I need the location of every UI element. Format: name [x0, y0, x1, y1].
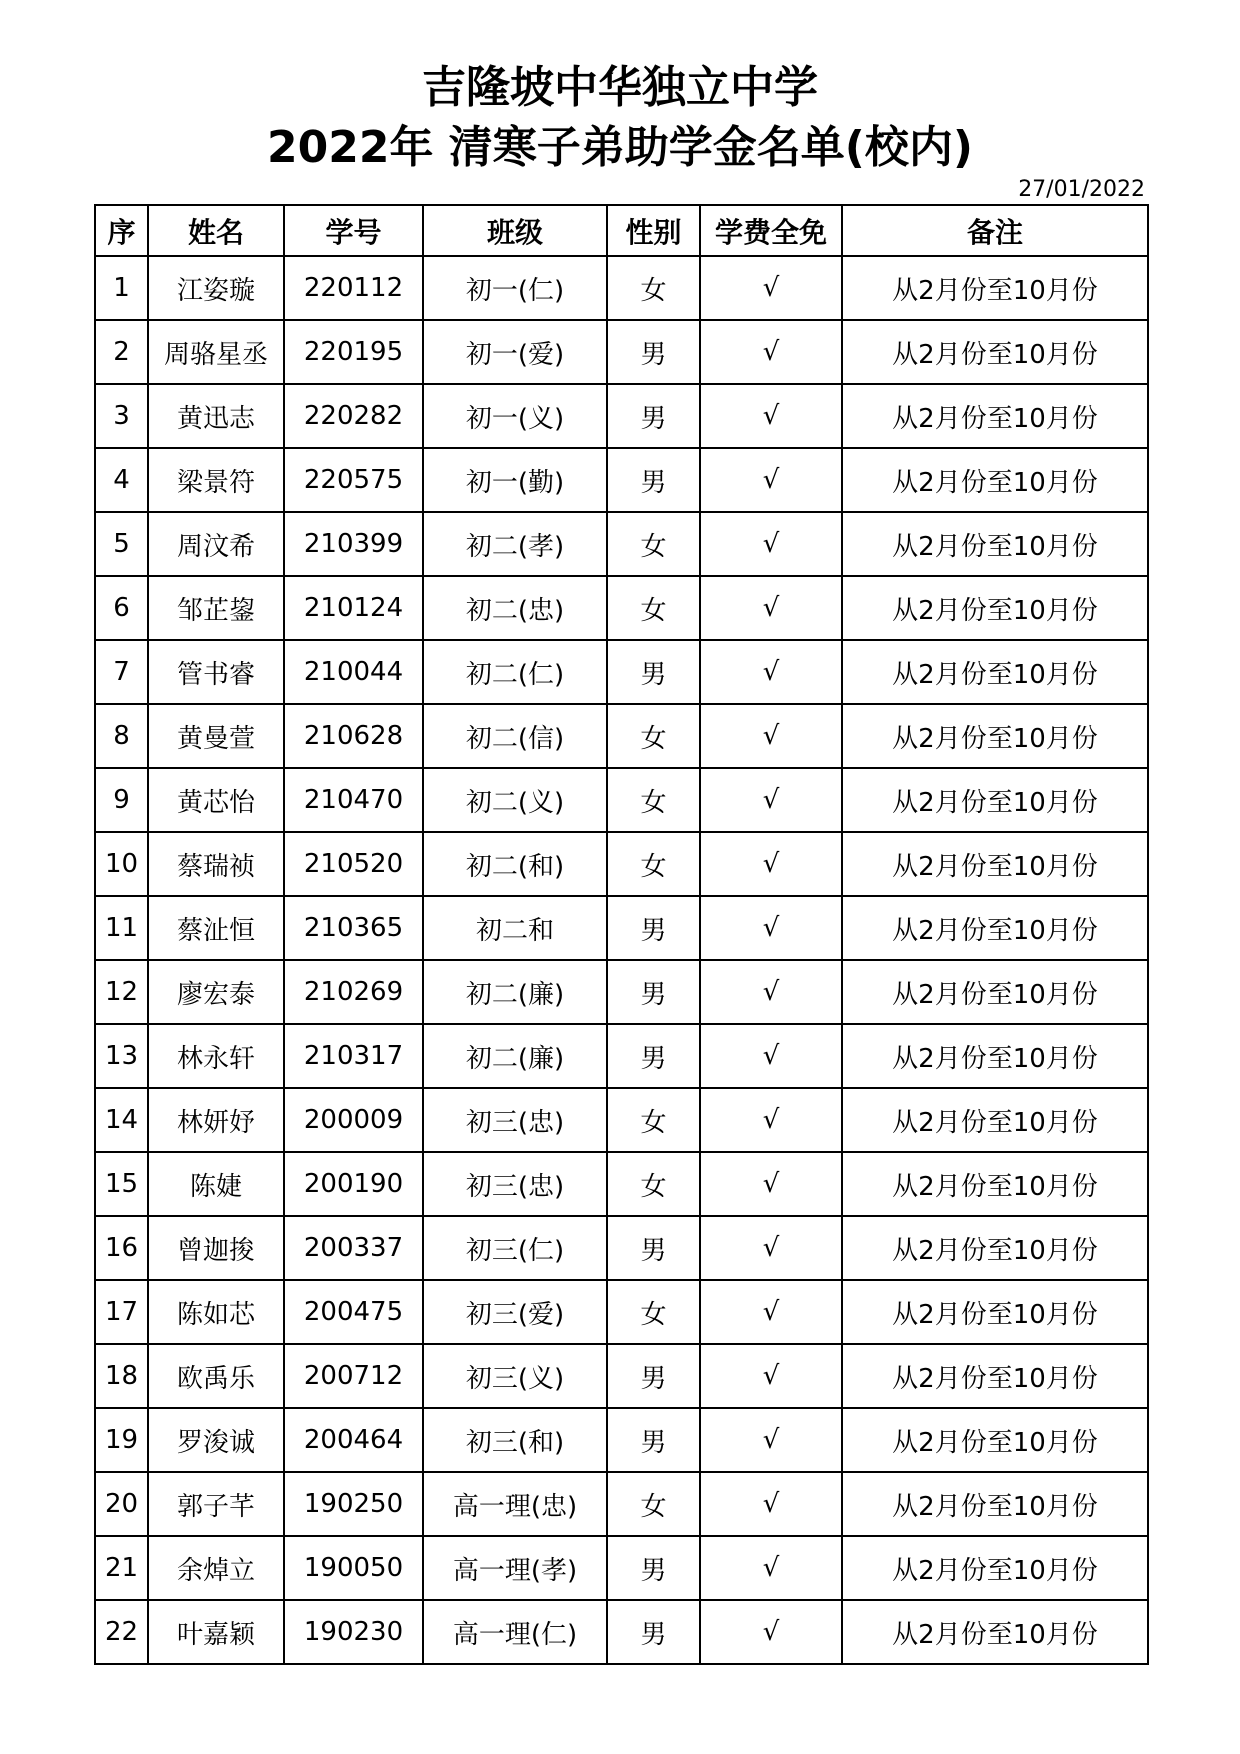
cell-name: 蔡沚恒 — [148, 896, 284, 960]
cell-gender: 男 — [607, 1536, 700, 1600]
cell-index: 1 — [95, 256, 148, 320]
cell-index: 2 — [95, 320, 148, 384]
column-header-gender: 性别 — [607, 205, 700, 256]
cell-remarks: 从2月份至10月份 — [842, 448, 1148, 512]
cell-fee-waiver: √ — [700, 256, 842, 320]
table-row — [95, 960, 1148, 1024]
cell-student-id: 220282 — [284, 384, 423, 448]
cell-fee-waiver: √ — [700, 704, 842, 768]
cell-class: 初三(忠) — [423, 1088, 607, 1152]
cell-student-id: 200712 — [284, 1344, 423, 1408]
cell-class: 初三(和) — [423, 1408, 607, 1472]
cell-name: 梁景符 — [148, 448, 284, 512]
cell-gender: 女 — [607, 1280, 700, 1344]
cell-remarks: 从2月份至10月份 — [842, 1408, 1148, 1472]
cell-gender: 女 — [607, 576, 700, 640]
cell-gender: 男 — [607, 1024, 700, 1088]
cell-index: 20 — [95, 1472, 148, 1536]
cell-remarks: 从2月份至10月份 — [842, 512, 1148, 576]
column-header-fee-waiver: 学费全免 — [700, 205, 842, 256]
header-row — [95, 205, 1148, 256]
cell-remarks: 从2月份至10月份 — [842, 1472, 1148, 1536]
cell-class: 初三(爱) — [423, 1280, 607, 1344]
cell-gender: 女 — [607, 704, 700, 768]
cell-fee-waiver: √ — [700, 1216, 842, 1280]
cell-class: 初一(勤) — [423, 448, 607, 512]
cell-index: 8 — [95, 704, 148, 768]
cell-name: 周汶希 — [148, 512, 284, 576]
cell-student-id: 200190 — [284, 1152, 423, 1216]
cell-student-id: 190250 — [284, 1472, 423, 1536]
cell-fee-waiver: √ — [700, 832, 842, 896]
cell-class: 高一理(仁) — [423, 1600, 607, 1664]
cell-fee-waiver: √ — [700, 1536, 842, 1600]
cell-name: 叶嘉颖 — [148, 1600, 284, 1664]
cell-name: 林永轩 — [148, 1024, 284, 1088]
cell-name: 江姿璇 — [148, 256, 284, 320]
cell-student-id: 220112 — [284, 256, 423, 320]
table-row — [95, 320, 1148, 384]
cell-student-id: 190230 — [284, 1600, 423, 1664]
cell-student-id: 200009 — [284, 1088, 423, 1152]
cell-student-id: 210520 — [284, 832, 423, 896]
cell-fee-waiver: √ — [700, 1152, 842, 1216]
cell-student-id: 190050 — [284, 1536, 423, 1600]
cell-gender: 男 — [607, 640, 700, 704]
cell-index: 5 — [95, 512, 148, 576]
cell-fee-waiver: √ — [700, 1024, 842, 1088]
column-header-remarks: 备注 — [842, 205, 1148, 256]
cell-student-id: 210044 — [284, 640, 423, 704]
cell-gender: 男 — [607, 448, 700, 512]
cell-student-id: 210399 — [284, 512, 423, 576]
cell-index: 3 — [95, 384, 148, 448]
cell-gender: 男 — [607, 1600, 700, 1664]
cell-remarks: 从2月份至10月份 — [842, 384, 1148, 448]
cell-remarks: 从2月份至10月份 — [842, 1024, 1148, 1088]
cell-class: 初二(廉) — [423, 1024, 607, 1088]
cell-fee-waiver: √ — [700, 896, 842, 960]
cell-gender: 男 — [607, 384, 700, 448]
cell-fee-waiver: √ — [700, 384, 842, 448]
table-row — [95, 1344, 1148, 1408]
cell-gender: 男 — [607, 1408, 700, 1472]
cell-index: 14 — [95, 1088, 148, 1152]
cell-index: 16 — [95, 1216, 148, 1280]
cell-gender: 男 — [607, 1344, 700, 1408]
cell-index: 12 — [95, 960, 148, 1024]
cell-gender: 男 — [607, 320, 700, 384]
cell-class: 高一理(忠) — [423, 1472, 607, 1536]
cell-name: 邹芷鋆 — [148, 576, 284, 640]
cell-student-id: 210365 — [284, 896, 423, 960]
cell-remarks: 从2月份至10月份 — [842, 1344, 1148, 1408]
cell-student-id: 200337 — [284, 1216, 423, 1280]
cell-student-id: 220195 — [284, 320, 423, 384]
cell-student-id: 210269 — [284, 960, 423, 1024]
cell-index: 18 — [95, 1344, 148, 1408]
cell-fee-waiver: √ — [700, 1280, 842, 1344]
cell-remarks: 从2月份至10月份 — [842, 256, 1148, 320]
cell-remarks: 从2月份至10月份 — [842, 1600, 1148, 1664]
cell-remarks: 从2月份至10月份 — [842, 832, 1148, 896]
cell-class: 初一(爱) — [423, 320, 607, 384]
cell-remarks: 从2月份至10月份 — [842, 896, 1148, 960]
cell-index: 13 — [95, 1024, 148, 1088]
cell-gender: 男 — [607, 960, 700, 1024]
table-row — [95, 768, 1148, 832]
column-header-class: 班级 — [423, 205, 607, 256]
table-row — [95, 640, 1148, 704]
cell-remarks: 从2月份至10月份 — [842, 1536, 1148, 1600]
cell-gender: 女 — [607, 512, 700, 576]
cell-index: 10 — [95, 832, 148, 896]
cell-gender: 男 — [607, 1216, 700, 1280]
cell-remarks: 从2月份至10月份 — [842, 640, 1148, 704]
table-row — [95, 1024, 1148, 1088]
cell-gender: 女 — [607, 1152, 700, 1216]
table-row — [95, 1152, 1148, 1216]
table-row — [95, 1472, 1148, 1536]
table-row — [95, 1280, 1148, 1344]
cell-fee-waiver: √ — [700, 1344, 842, 1408]
cell-class: 初二(忠) — [423, 576, 607, 640]
cell-index: 22 — [95, 1600, 148, 1664]
cell-fee-waiver: √ — [700, 1472, 842, 1536]
cell-remarks: 从2月份至10月份 — [842, 1216, 1148, 1280]
table-row — [95, 896, 1148, 960]
table-body — [95, 256, 1148, 1664]
cell-name: 余焯立 — [148, 1536, 284, 1600]
cell-student-id: 210470 — [284, 768, 423, 832]
cell-name: 周骆星丞 — [148, 320, 284, 384]
cell-name: 陈婕 — [148, 1152, 284, 1216]
cell-index: 4 — [95, 448, 148, 512]
cell-fee-waiver: √ — [700, 448, 842, 512]
cell-name: 黄迅志 — [148, 384, 284, 448]
table-row — [95, 1408, 1148, 1472]
table-row — [95, 704, 1148, 768]
cell-name: 黄芯怡 — [148, 768, 284, 832]
cell-fee-waiver: √ — [700, 768, 842, 832]
cell-fee-waiver: √ — [700, 1408, 842, 1472]
cell-remarks: 从2月份至10月份 — [842, 1088, 1148, 1152]
cell-class: 初三(仁) — [423, 1216, 607, 1280]
cell-class: 初二(廉) — [423, 960, 607, 1024]
cell-fee-waiver: √ — [700, 576, 842, 640]
cell-gender: 女 — [607, 768, 700, 832]
cell-index: 21 — [95, 1536, 148, 1600]
document-title: 2022年 清寒子弟助学金名单(校内) — [267, 122, 973, 173]
cell-class: 初二(义) — [423, 768, 607, 832]
table-row — [95, 384, 1148, 448]
cell-index: 6 — [95, 576, 148, 640]
cell-class: 初一(仁) — [423, 256, 607, 320]
cell-gender: 女 — [607, 1472, 700, 1536]
cell-student-id: 210628 — [284, 704, 423, 768]
cell-class: 高一理(孝) — [423, 1536, 607, 1600]
cell-fee-waiver: √ — [700, 960, 842, 1024]
cell-remarks: 从2月份至10月份 — [842, 1280, 1148, 1344]
table-row — [95, 576, 1148, 640]
cell-name: 蔡瑞祯 — [148, 832, 284, 896]
table-header — [95, 205, 1148, 256]
cell-name: 欧禹乐 — [148, 1344, 284, 1408]
cell-class: 初二和 — [423, 896, 607, 960]
cell-name: 郭子芊 — [148, 1472, 284, 1536]
cell-class: 初二(孝) — [423, 512, 607, 576]
cell-name: 林妍妤 — [148, 1088, 284, 1152]
cell-index: 19 — [95, 1408, 148, 1472]
cell-student-id: 210317 — [284, 1024, 423, 1088]
cell-class: 初二(仁) — [423, 640, 607, 704]
cell-name: 廖宏泰 — [148, 960, 284, 1024]
cell-student-id: 210124 — [284, 576, 423, 640]
column-header-index: 序 — [95, 205, 148, 256]
cell-name: 黄曼萱 — [148, 704, 284, 768]
table-row — [95, 1216, 1148, 1280]
cell-index: 7 — [95, 640, 148, 704]
table-row — [95, 1536, 1148, 1600]
cell-name: 罗浚诚 — [148, 1408, 284, 1472]
cell-remarks: 从2月份至10月份 — [842, 704, 1148, 768]
cell-student-id: 200475 — [284, 1280, 423, 1344]
cell-fee-waiver: √ — [700, 320, 842, 384]
school-name: 吉隆坡中华独立中学 — [422, 62, 818, 113]
cell-fee-waiver: √ — [700, 512, 842, 576]
cell-gender: 女 — [607, 832, 700, 896]
cell-student-id: 200464 — [284, 1408, 423, 1472]
document-date: 27/01/2022 — [1018, 177, 1145, 202]
cell-remarks: 从2月份至10月份 — [842, 768, 1148, 832]
cell-student-id: 220575 — [284, 448, 423, 512]
column-header-student-id: 学号 — [284, 205, 423, 256]
cell-index: 15 — [95, 1152, 148, 1216]
cell-remarks: 从2月份至10月份 — [842, 1152, 1148, 1216]
cell-remarks: 从2月份至10月份 — [842, 960, 1148, 1024]
cell-class: 初二(和) — [423, 832, 607, 896]
cell-name: 管书睿 — [148, 640, 284, 704]
cell-class: 初一(义) — [423, 384, 607, 448]
cell-gender: 女 — [607, 256, 700, 320]
scholarship-table — [94, 204, 1149, 1665]
table-row — [95, 256, 1148, 320]
cell-gender: 男 — [607, 896, 700, 960]
cell-gender: 女 — [607, 1088, 700, 1152]
cell-index: 17 — [95, 1280, 148, 1344]
table-row — [95, 832, 1148, 896]
table-row — [95, 1600, 1148, 1664]
cell-index: 11 — [95, 896, 148, 960]
cell-remarks: 从2月份至10月份 — [842, 576, 1148, 640]
column-header-name: 姓名 — [148, 205, 284, 256]
cell-class: 初三(忠) — [423, 1152, 607, 1216]
table-row — [95, 448, 1148, 512]
cell-name: 陈如芯 — [148, 1280, 284, 1344]
table-row — [95, 1088, 1148, 1152]
cell-fee-waiver: √ — [700, 1600, 842, 1664]
cell-fee-waiver: √ — [700, 640, 842, 704]
cell-class: 初二(信) — [423, 704, 607, 768]
cell-class: 初三(义) — [423, 1344, 607, 1408]
table-row — [95, 512, 1148, 576]
cell-index: 9 — [95, 768, 148, 832]
cell-remarks: 从2月份至10月份 — [842, 320, 1148, 384]
cell-name: 曾迦捘 — [148, 1216, 284, 1280]
cell-fee-waiver: √ — [700, 1088, 842, 1152]
